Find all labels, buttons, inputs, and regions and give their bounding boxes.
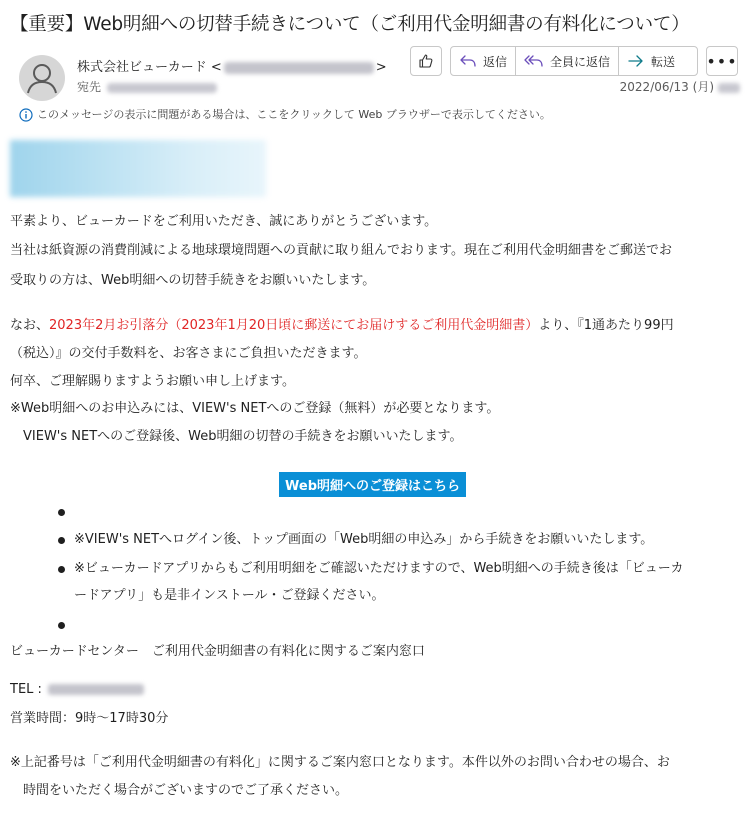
like-button[interactable] xyxy=(410,46,442,76)
thumbs-up-icon xyxy=(418,53,434,69)
more-actions-button[interactable] xyxy=(706,46,738,76)
sender-avatar[interactable] xyxy=(19,55,65,101)
received-date xyxy=(620,79,740,95)
paragraph-2-line-1: 当社は紙資源の消費削減による地球環境問題への貢献に取り組んでおります。現在ご利用代金明細書をご郵送でお xyxy=(10,243,672,258)
reply-all-icon xyxy=(524,54,544,68)
message-actions xyxy=(450,46,698,76)
sender-name: 株式会社ビューカード < xyxy=(77,60,222,75)
fee-notice-suffix: より、『1通あたり99円 xyxy=(538,318,674,333)
date-text: 2022/06/13 (月) xyxy=(619,80,714,94)
bullet-1 xyxy=(58,537,65,544)
more-dots-icon: ••• xyxy=(706,51,738,71)
reply-icon xyxy=(459,54,477,68)
browser-view-notice[interactable] xyxy=(19,107,551,123)
tel-label: TEL : xyxy=(10,682,42,697)
note-line-1: ※上記番号は「ご利用代金明細書の有料化」に関するご案内窓口となります。本件以外のお問い合わせの場合、お xyxy=(10,755,670,770)
bullet-2 xyxy=(58,566,65,573)
contact-center-title: ビューカードセンター ご利用代金明細書の有料化に関するご案内窓口 xyxy=(10,644,425,659)
forward-button[interactable] xyxy=(618,47,683,75)
list-item-1: ※VIEW's NETへログイン後、トップ画面の「Web明細の申込み」から手続きをお願いいたします。 xyxy=(74,532,654,547)
sender-email-redacted xyxy=(224,62,374,74)
recipient-line xyxy=(77,79,217,95)
brand-banner-image xyxy=(10,140,266,197)
recipient-redacted xyxy=(107,83,217,93)
fee-notice-highlight: 2023年2月お引落分（2023年1月20日頃に郵送にてお届けするご利用代金明細書） xyxy=(49,318,539,333)
reply-button[interactable] xyxy=(451,47,515,75)
time-redacted xyxy=(718,83,740,93)
fee-notice-line-1 xyxy=(10,316,674,336)
list-item-2-line-1: ※ビューカードアプリからもご利用明細をご確認いただけますので、Web明細への手続き後は「ビューカ xyxy=(74,561,684,576)
business-hours: 営業時間：9時～17時30分 xyxy=(10,711,169,726)
tel-number-redacted xyxy=(48,684,144,695)
list-item-2-line-2: ードアプリ」も是非インストール・ご登録ください。 xyxy=(74,588,385,603)
fee-notice-line-2: （税込）』の交付手数料を、お客さまにご負担いただきます。 xyxy=(10,346,367,361)
reply-label: 返信 xyxy=(483,54,508,69)
web-statement-register-button[interactable]: Web明細へのご登録はこちら xyxy=(279,472,466,497)
paragraph-2-line-2: 受取りの方は、Web明細への切替手続きをお願いいたします。 xyxy=(10,273,376,288)
info-text: このメッセージの表示に問題がある場合は、ここをクリックして Web ブラウザーで表示してください。 xyxy=(37,108,551,121)
viewsnet-followup: VIEW's NETへのご登録後、Web明細の切替の手続きをお願いいたします。 xyxy=(10,429,463,444)
forward-arrow-icon xyxy=(627,54,645,68)
greeting-paragraph: 平素より、ビューカードをご利用いただき、誠にありがとうございます。 xyxy=(10,214,438,229)
info-icon xyxy=(19,108,33,122)
tel-line xyxy=(10,680,144,700)
bullet-empty-2 xyxy=(58,622,65,629)
viewsnet-requirement: ※Web明細へのお申込みには、VIEW's NETへのご登録（無料）が必要となります。 xyxy=(10,401,500,416)
reply-all-label: 全員に返信 xyxy=(550,54,611,69)
sender[interactable] xyxy=(77,59,387,77)
forward-label: 転送 xyxy=(651,54,676,69)
reply-all-button[interactable] xyxy=(515,47,618,75)
note-line-2: 時間をいただく場合がございますのでご了承ください。 xyxy=(10,783,349,798)
bullet-empty-1 xyxy=(58,509,65,516)
sender-suffix: > xyxy=(375,60,387,75)
email-subject: 【重要】Web明細への切替手続きについて（ご利用代金明細書の有料化について） xyxy=(10,14,690,35)
request-understanding: 何卒、ご理解賜りますようお願い申し上げます。 xyxy=(10,374,295,389)
to-label: 宛先 xyxy=(77,80,102,94)
person-icon xyxy=(19,55,65,101)
fee-notice-prefix: なお、 xyxy=(10,318,50,333)
